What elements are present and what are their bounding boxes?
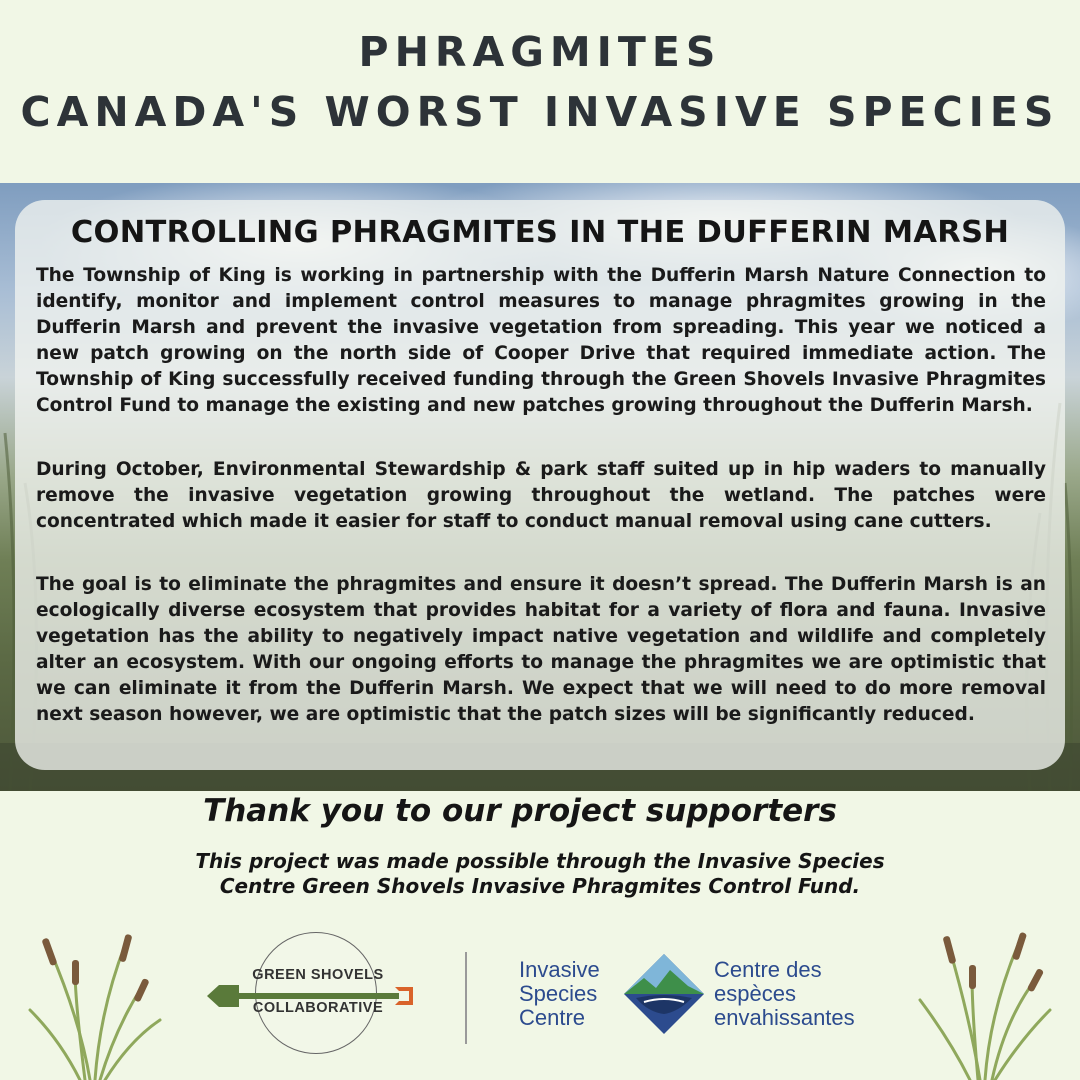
- isc-diamond-icon: [622, 952, 706, 1036]
- isc-name-french: [714, 958, 855, 1030]
- title-line-1: PHRAGMITES: [358, 28, 722, 76]
- panel-heading: CONTROLLING PHRAGMITES IN THE DUFFERIN MARSH: [70, 215, 1010, 250]
- reeds-right-icon: [910, 930, 1060, 1080]
- isc-fr-line-2: espèces: [714, 981, 796, 1006]
- isc-en-line-2: Species: [519, 981, 598, 1006]
- title-line-2: CANADA'S WORST INVASIVE SPECIES: [20, 88, 1060, 136]
- green-shovels-logo: [205, 930, 420, 1055]
- isc-fr-line-3: envahissantes: [714, 1005, 855, 1030]
- isc-name-english: [519, 958, 600, 1030]
- isc-en-line-3: Centre: [519, 1005, 586, 1030]
- isc-en-line-1: Invasive: [519, 957, 600, 982]
- isc-fr-line-1: Centre des: [714, 957, 822, 982]
- funding-note-line-2: Centre Green Shovels Invasive Phragmites Control Fund.: [219, 874, 861, 898]
- title-banner: [0, 0, 1080, 183]
- green-shovels-subtitle: COLLABORATIVE: [252, 1000, 384, 1016]
- paragraph-2: During October, Environmental Stewardship & park staff suited up in hip waders to manually remove the invasive vegetation growing throughout the wetland. The patches were concentrated which made it easier for staff to conduct manual removal using cane cutters.: [36, 459, 1046, 532]
- logo-divider: [465, 952, 467, 1044]
- paragraph-3: The goal is to eliminate the phragmites and ensure it doesn’t spread. The Dufferin Marsh is an ecologically diverse ecosystem that provides habitat for a variety of flora and fauna. Invasive vegetation has the ability to negatively impact native vegetation and wildlife and completely alter an ecosystem. With our ongoing efforts to manage the phragmites we are optimistic that we can eliminate it from the Dufferin Marsh. We expect that we will need to do more removal next season however, we are optimistic that the patch sizes will be significantly reduced.: [36, 574, 1046, 725]
- paragraph-1: The Township of King is working in partnership with the Dufferin Marsh Nature Connection to identify, monitor and implement control measures to manage phragmites growing in the Dufferin Marsh and prevent the invasive vegetation from spreading. This year we noticed a new patch growing on the north side of Cooper Drive that required immediate action. The Township of King successfully received funding through the Green Shovels Invasive Phragmites Control Fund to manage the existing and new patches growing throughout the Dufferin Marsh.: [36, 265, 1046, 416]
- thanks-heading: Thank you to our project supporters: [203, 793, 837, 829]
- reeds-left-icon: [20, 930, 170, 1080]
- green-shovels-name: GREEN SHOVELS: [252, 967, 384, 983]
- funding-note: [0, 849, 1080, 899]
- funding-note-line-1: This project was made possible through the Invasive Species: [195, 849, 885, 873]
